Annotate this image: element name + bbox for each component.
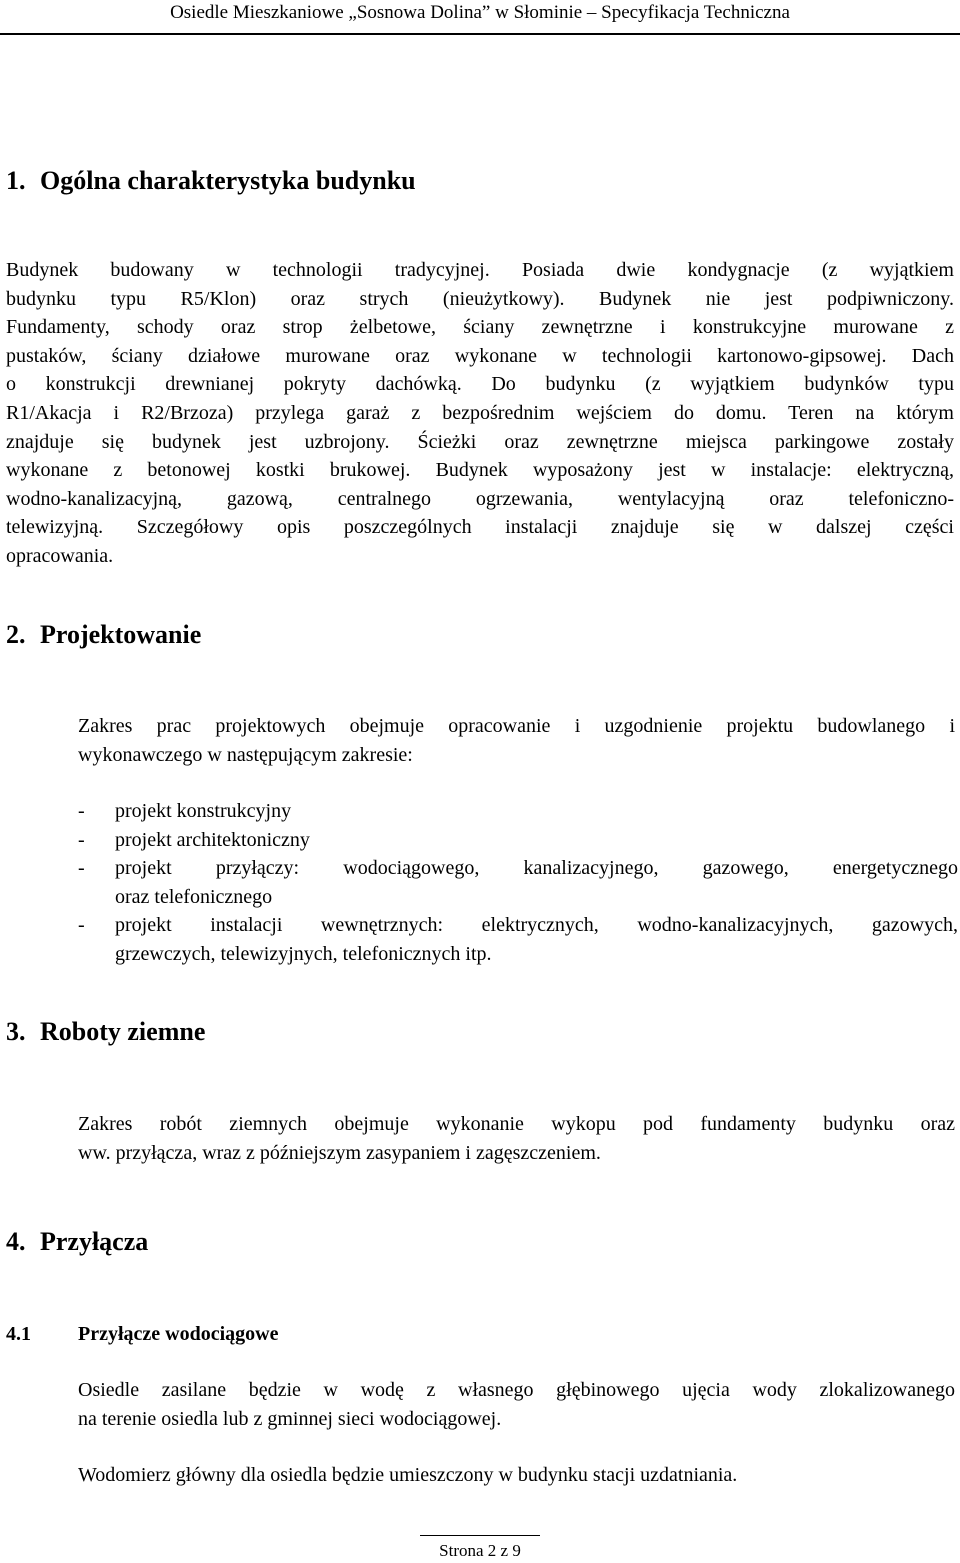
section-1-heading bbox=[6, 165, 416, 197]
paragraph-line: telewizyjną. Szczegółowy opis poszczególnych instalacji znajduje się w dalszej części bbox=[6, 516, 954, 539]
section-title: Przyłącza bbox=[40, 1227, 149, 1256]
paragraph-line: na terenie osiedla lub z gminnej sieci wodociągowej. bbox=[78, 1407, 502, 1430]
list-item-line: grzewczych, telewizyjnych, telefonicznych itp. bbox=[115, 942, 492, 965]
paragraph-line: Osiedle zasilane będzie w wodę z własnego głębinowego ujęcia wody zlokalizowanego bbox=[78, 1379, 955, 1401]
section-title: Roboty ziemne bbox=[40, 1017, 206, 1046]
footer-rule bbox=[420, 1535, 540, 1536]
section-number: 4. bbox=[6, 1227, 26, 1256]
list-item bbox=[78, 797, 958, 826]
section-number: 3. bbox=[6, 1017, 26, 1046]
paragraph-line: Wodomierz główny dla osiedla będzie umieszczony w budynku stacji uzdatniania. bbox=[78, 1464, 738, 1486]
section-1-paragraph bbox=[6, 256, 954, 571]
paragraph-line: Fundamenty, schody oraz strop żelbetowe, ściany zewnętrzne i konstrukcyjne murowane z bbox=[6, 316, 954, 339]
paragraph-line: wykonane z betonowej kostki brukowej. Budynek wyposażony jest w instalacje: elektryczną, bbox=[6, 459, 954, 482]
section-title: Ogólna charakterystyka budynku bbox=[40, 166, 416, 195]
subsection-4-1-heading bbox=[6, 1320, 278, 1348]
paragraph-line: Budynek budowany w technologii tradycyjnej. Posiada dwie kondygnacje (z wyjątkiem bbox=[6, 259, 954, 281]
header-rule bbox=[0, 33, 960, 35]
paragraph-line: budynku typu R5/Klon) oraz strych (nieużytkowy). Budynek nie jest podpiwniczony. bbox=[6, 287, 954, 310]
paragraph-line: Zakres prac projektowych obejmuje opracowanie i uzgodnienie projektu budowlanego i bbox=[78, 715, 955, 737]
subsection-4-1-paragraph-1 bbox=[78, 1376, 955, 1433]
paragraph-line: wykonawczego w następującym zakresie: bbox=[78, 743, 413, 766]
paragraph-line: wodno-kanalizacyjną, gazową, centralnego ogrzewania, wentylacyjną oraz telefoniczno- bbox=[6, 487, 954, 510]
paragraph-line: Zakres robót ziemnych obejmuje wykonanie wykopu pod fundamenty budynku oraz bbox=[78, 1113, 955, 1135]
list-item-line: projekt konstrukcyjny bbox=[115, 800, 292, 822]
list-item-line: projekt instalacji wewnętrznych: elektrycznych, wodno-kanalizacyjnych, gazowych, bbox=[115, 914, 958, 937]
page-header-title: Osiedle Mieszkaniowe „Sosnowa Dolina” w Słominie – Specyfikacja Techniczna bbox=[170, 2, 790, 23]
section-3-paragraph bbox=[78, 1110, 955, 1167]
paragraph-line: R1/Akacja i R2/Brzoza) przylega garaż z bezpośrednim wejściem do domu. Teren na którym bbox=[6, 401, 954, 424]
list-item bbox=[78, 854, 958, 911]
list-item bbox=[78, 826, 958, 855]
list-dash: - bbox=[78, 828, 85, 851]
subsection-title: Przyłącze wodociągowe bbox=[78, 1323, 279, 1345]
section-3-heading bbox=[6, 1016, 205, 1048]
list-item-line: oraz telefonicznego bbox=[115, 885, 273, 908]
section-title: Projektowanie bbox=[40, 620, 202, 649]
section-2-heading bbox=[6, 619, 201, 651]
paragraph-line: pustaków, ściany działowe murowane oraz wykonane w technologii kartonowo-gipsowej. Dach bbox=[6, 344, 954, 367]
list-item-line: projekt architektoniczny bbox=[115, 828, 310, 851]
section-number: 2. bbox=[6, 620, 26, 649]
section-number: 1. bbox=[6, 166, 26, 195]
list-dash: - bbox=[78, 914, 85, 937]
subsection-number: 4.1 bbox=[6, 1323, 31, 1345]
design-scope-list bbox=[78, 797, 958, 969]
list-item bbox=[78, 911, 958, 968]
list-item-line: projekt przyłączy: wodociągowego, kanalizacyjnego, gazowego, energetycznego bbox=[115, 857, 958, 880]
paragraph-line: ww. przyłącza, wraz z późniejszym zasypaniem i zagęszczeniem. bbox=[78, 1141, 601, 1164]
paragraph-line: znajduje się budynek jest uzbrojony. Ścieżki oraz zewnętrzne miejsca parkingowe zostały bbox=[6, 430, 954, 453]
list-dash: - bbox=[78, 800, 85, 822]
page-number: Strona 2 z 9 bbox=[439, 1541, 521, 1560]
list-dash: - bbox=[78, 857, 85, 880]
paragraph-line: opracowania. bbox=[6, 544, 114, 567]
section-4-heading bbox=[6, 1226, 148, 1258]
subsection-4-1-paragraph-2 bbox=[78, 1461, 955, 1490]
paragraph-line: o konstrukcji drewnianej pokryty dachówką. Do budynku (z wyjątkiem budynków typu bbox=[6, 373, 954, 396]
section-2-intro bbox=[78, 712, 955, 769]
